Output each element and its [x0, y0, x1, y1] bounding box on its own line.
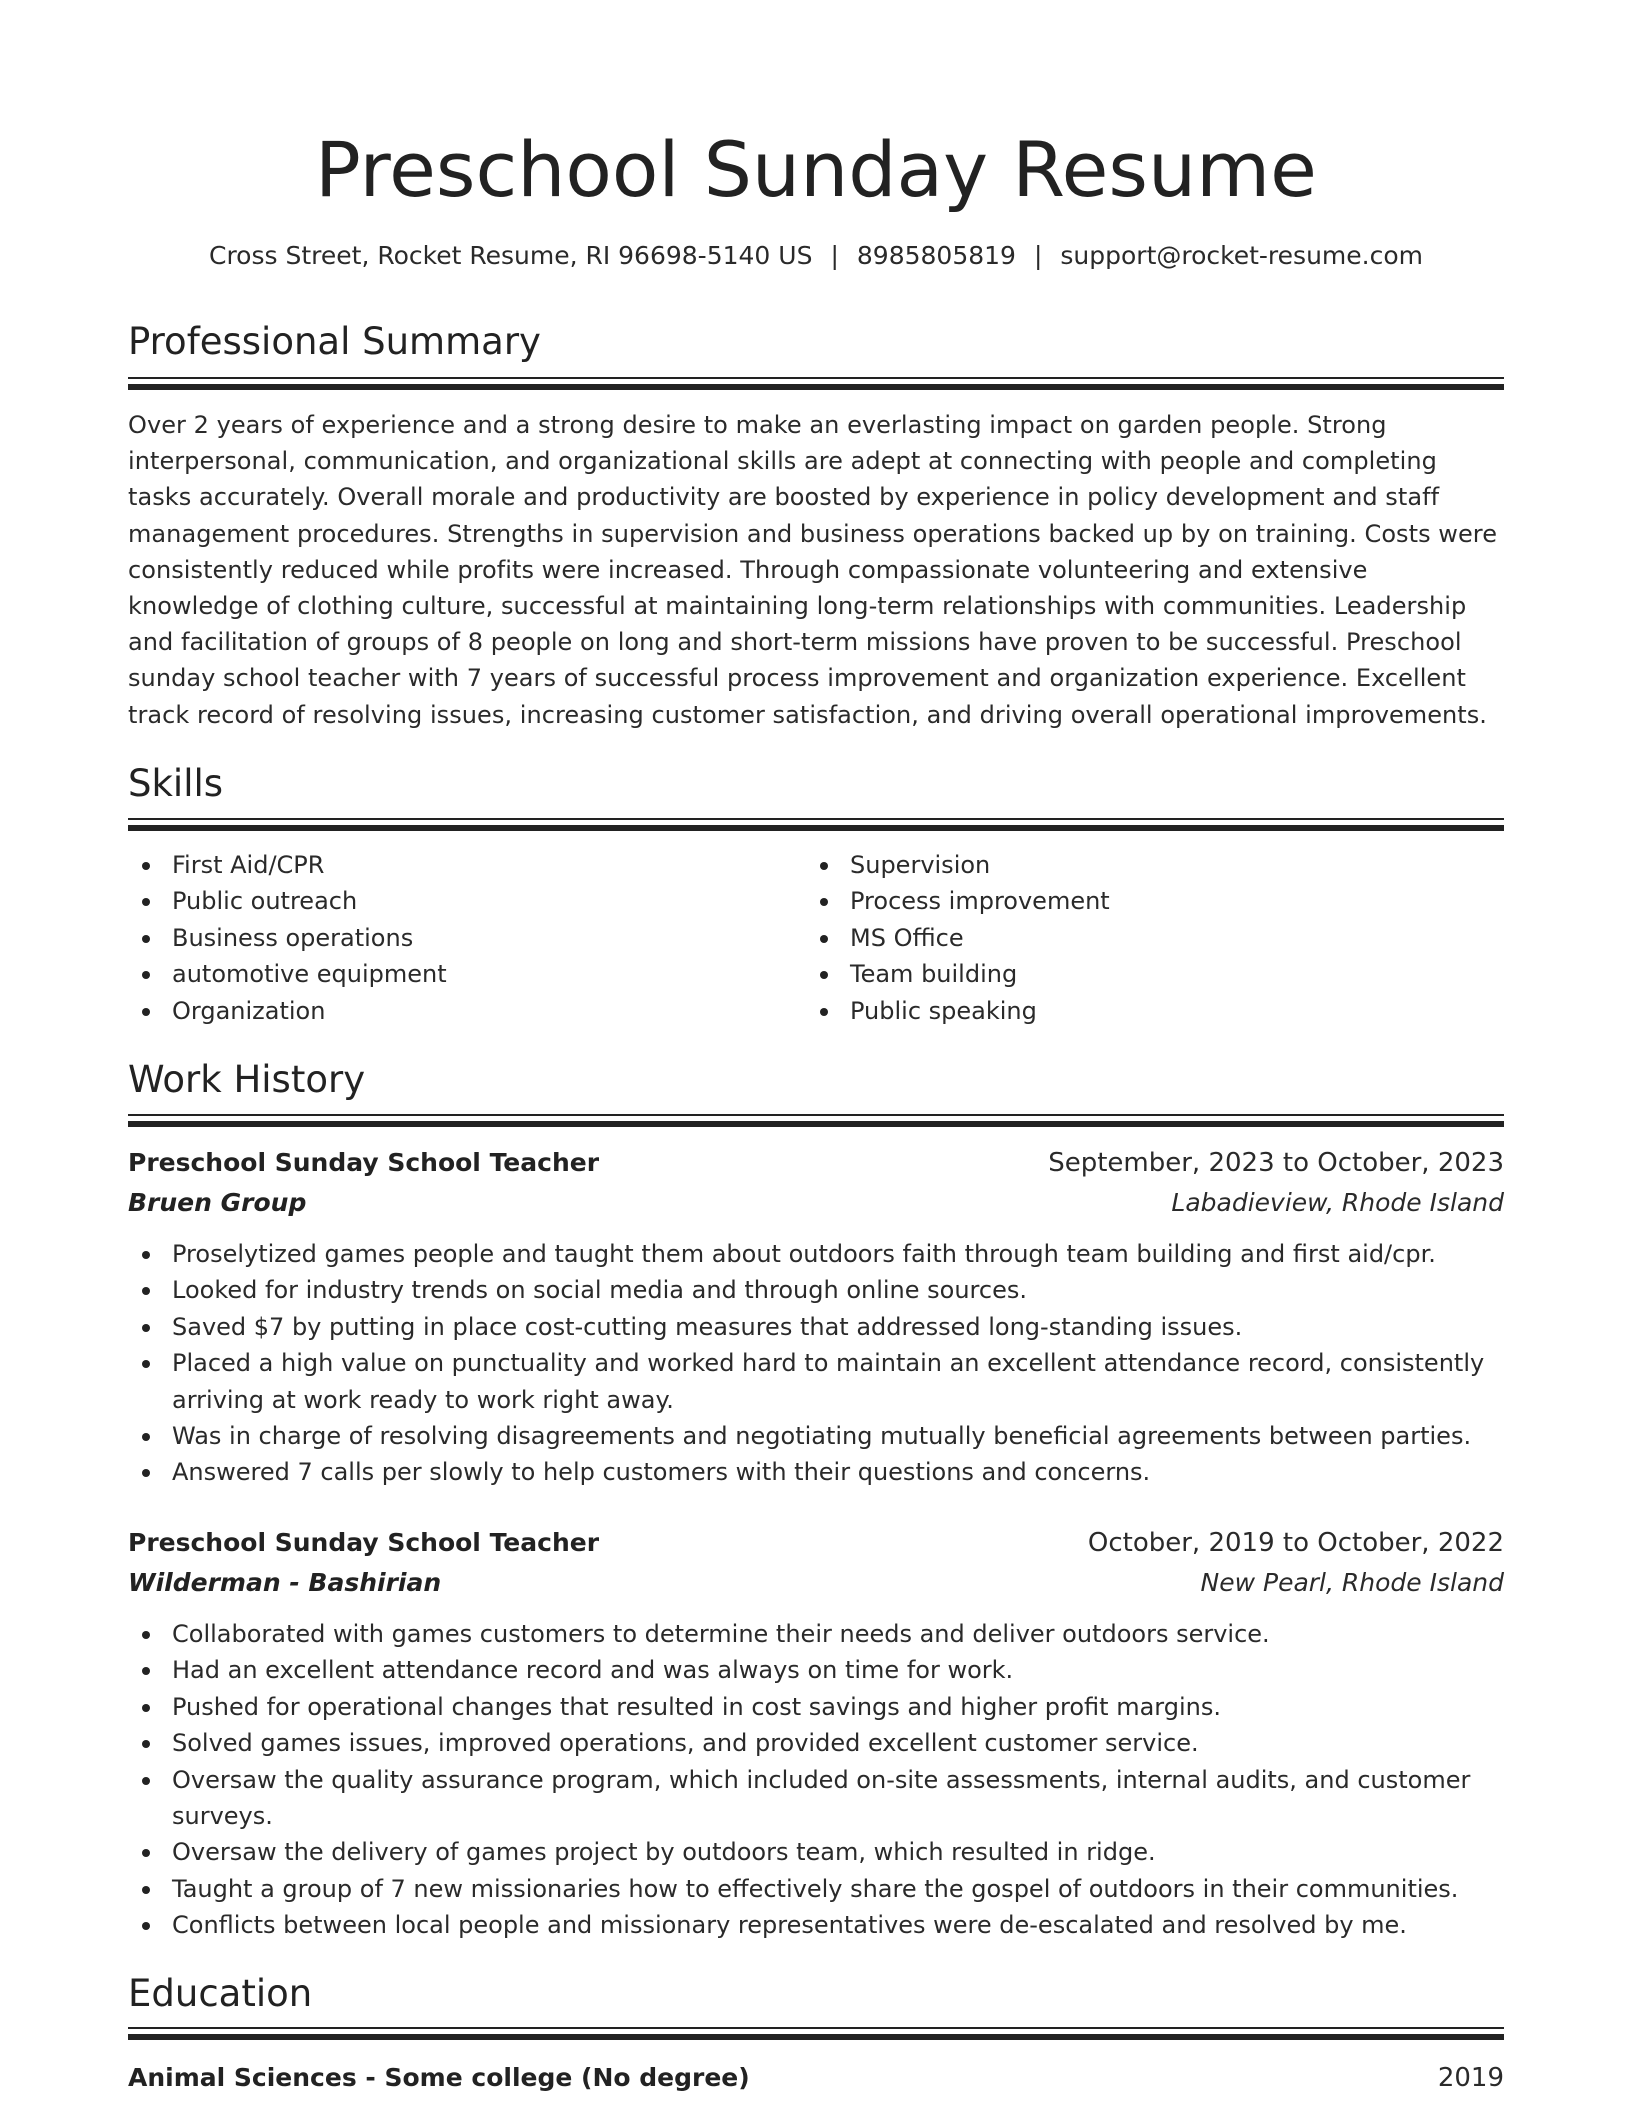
contact-separator: | [1033, 241, 1043, 270]
contact-separator: | [830, 241, 839, 270]
job-bullet: Taught a group of 7 new missionaries how to effectively share the gospel of outdoors in their communities. [128, 1871, 1504, 1907]
education-year: 2019 [1437, 2063, 1504, 2093]
job-responsibilities [128, 1236, 1504, 1491]
job-bullet-list [128, 1236, 1504, 1491]
job-bullet: Oversaw the quality assurance program, which included on-site assessments, internal audits, and customer surveys. [128, 1762, 1504, 1835]
job-bullet: Pushed for operational changes that resulted in cost savings and higher profit margins. [128, 1689, 1504, 1725]
job-bullet: Answered 7 calls per slowly to help customers with their questions and concerns. [128, 1454, 1504, 1490]
contact-phone: 8985805819 [856, 241, 1016, 270]
job-title: Preschool Sunday School Teacher [128, 1148, 600, 1177]
skills-list-left [128, 847, 768, 1029]
summary-text: Over 2 years of experience and a strong desire to make an everlasting impact on garden people. Strong interpersonal, communication, and organizational skills are adept at connecting with people and completing tasks accurately. Overall morale and productivity are boosted by experience in policy development and staff management procedures. Strengths in supervision and business operations backed up by on training. Costs were consistently reduced while profits were increased. Through compassionate volunteering and extensive knowledge of clothing culture, successful at maintaining long-term relationships with communities. Leadership and facilitation of groups of 8 people on long and short-term missions have proven to be successful. Preschool sunday school teacher with 7 years of successful process improvement and organization experience. Excellent track record of resolving issues, increasing customer satisfaction, and driving overall operational improvements. [128, 411, 1498, 729]
section-divider [128, 377, 1504, 391]
skills-list-right [806, 847, 1446, 1029]
job-bullet: Saved $7 by putting in place cost-cutting measures that addressed long-standing issues. [128, 1309, 1504, 1345]
job-bullet: Was in charge of resolving disagreements and negotiating mutually beneficial agreements between parties. [128, 1418, 1504, 1454]
job-bullet: Solved games issues, improved operations, and provided excellent customer service. [128, 1725, 1504, 1761]
job-location: Labadieview, Rhode Island [1171, 1188, 1504, 1217]
skill-item: Public outreach [128, 883, 768, 919]
job-bullet: Oversaw the delivery of games project by outdoors team, which resulted in ridge. [128, 1834, 1504, 1870]
section-divider [128, 2027, 1504, 2041]
education-degree: Animal Sciences - Some college (No degree) [128, 2063, 750, 2092]
job-header [128, 1143, 1504, 1183]
education-heading: Education [128, 1972, 313, 2015]
work-heading: Work History [128, 1058, 366, 1101]
job-bullet: Proselytized games people and taught them about outdoors faith through team building and first aid/cpr. [128, 1236, 1504, 1272]
job-bullet: Placed a high value on punctuality and worked hard to maintain an excellent attendance record, consistently arriving at work ready to work right away. [128, 1345, 1504, 1418]
skill-item: Organization [128, 993, 768, 1029]
skill-item: Supervision [806, 847, 1446, 883]
skills-right-column [806, 847, 1446, 1029]
contact-email: support@rocket-resume.com [1060, 241, 1423, 270]
skill-item: automotive equipment [128, 956, 768, 992]
job-bullet: Collaborated with games customers to determine their needs and deliver outdoors service. [128, 1616, 1504, 1652]
job-bullet: Conflicts between local people and missionary representatives were de-escalated and resolved by me. [128, 1907, 1504, 1943]
section-divider [128, 818, 1504, 832]
resume-name: Preschool Sunday Resume [315, 125, 1317, 214]
summary-heading: Professional Summary [128, 320, 541, 363]
job-location: New Pearl, Rhode Island [1200, 1568, 1504, 1597]
skill-item: Team building [806, 956, 1446, 992]
job-header [128, 1523, 1504, 1563]
job-company: Bruen Group [128, 1188, 307, 1217]
job-bullet: Had an excellent attendance record and was always on time for work. [128, 1652, 1504, 1688]
skill-item: Process improvement [806, 883, 1446, 919]
job-dates: October, 2019 to October, 2022 [1087, 1528, 1504, 1558]
skill-item: Business operations [128, 920, 768, 956]
job-bullet-list [128, 1616, 1504, 1944]
skill-item: Public speaking [806, 993, 1446, 1029]
job-subheader [128, 1183, 1504, 1223]
education-entry [128, 2058, 1504, 2098]
job-title: Preschool Sunday School Teacher [128, 1528, 600, 1557]
job-responsibilities [128, 1616, 1504, 1944]
section-divider [128, 1114, 1504, 1128]
job-subheader [128, 1563, 1504, 1603]
skill-item: MS Office [806, 920, 1446, 956]
job-bullet: Looked for industry trends on social media and through online sources. [128, 1272, 1504, 1308]
job-dates: September, 2023 to October, 2023 [1048, 1148, 1504, 1178]
job-company: Wilderman - Bashirian [128, 1568, 442, 1597]
skills-heading: Skills [128, 762, 224, 805]
skill-item: First Aid/CPR [128, 847, 768, 883]
contact-address: Cross Street, Rocket Resume, RI 96698-5140 US [209, 241, 813, 270]
contact-line [128, 238, 1504, 274]
skills-left-column [128, 847, 768, 1029]
